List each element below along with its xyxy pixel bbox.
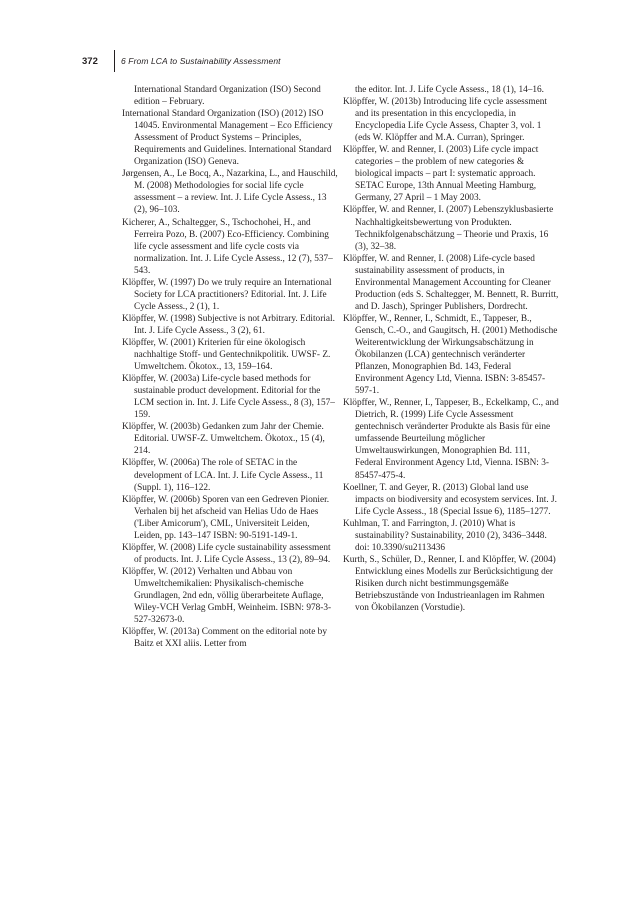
- reference-entry: Klöpffer, W. and Renner, I. (2008) Life-cycle based sustainability assessment of products, in Environmental Management Accounting for Cleaner Production (eds S. Schaltegger, M. Bennett, R. Burritt, and D. Jasch), Springer Publishers, Dordrecht.: [343, 253, 559, 312]
- reference-entry: Kuhlman, T. and Farrington, J. (2010) What is sustainability? Sustainability, 2010 (2), 3436–3448. doi: 10.3390/su2113436: [343, 518, 547, 553]
- reference-entry: Klöpffer, W. (1997) Do we truly require an International Society for LCA practitioners? Editorial. Int. J. Life Cycle Assess., 2 (1), 1.: [122, 277, 332, 312]
- reference-entry: International Standard Organization (ISO) (2012) ISO 14045. Environmental Management – Eco Efficiency Assessment of Product Systems – Principles, Requirements and Guidelines. International Standard Organization (ISO) Geneva.: [122, 109, 333, 168]
- reference-entry: Koellner, T. and Geyer, R. (2013) Global land use impacts on biodiversity and ecosystem services. Int. J. Life Cycle Assess., 18 (Special Issue 6), 1185–1277.: [343, 482, 557, 517]
- reference-entry: Klöpffer, W., Renner, I., Schmidt, E., Tappeser, B., Gensch, C.-O., and Gaugitsch, H. (2001) Methodische Weiterentwicklung der Wirkungsabschätzung in Ökobilanzen (LCA) gentechnisch veränderter Pflanzen, Monographien Bd. 143, Federal Environment Agency Ltd, Vienna. ISBN: 3-85457-597-1.: [343, 313, 558, 397]
- header-divider: [114, 50, 115, 72]
- reference-entry: Klöpffer, W. (2003b) Gedanken zum Jahr der Chemie. Editorial. UWSF-Z. Umweltchem. Ökotox., 15 (4), 214.: [122, 422, 325, 457]
- running-title: 6 From LCA to Sustainability Assessment: [121, 56, 281, 66]
- reference-entry: Klöpffer, W. and Renner, I. (2003) Life cycle impact categories – the problem of new categories & biological impacts – part I: systematic approach. SETAC Europe, 13th Annual Meeting Hamburg, Germany, 27 April – 1 May 2003.: [343, 145, 539, 204]
- right-column: [343, 84, 559, 614]
- reference-entry: Klöpffer, W., Renner, I., Tappeser, B., Eckelkamp, C., and Dietrich, R. (1999) Life Cycle Assessment gentechnisch veränderter Produkte als Basis für eine umfassende Beurteilung möglicher Umweltauswirkungen, Monographien Bd. 111, Federal Environment Agency Ltd, Vienna. ISBN: 3-85457-475-4.: [343, 398, 559, 481]
- reference-entry: Klöpffer, W. (2006b) Sporen van een Gedreven Pionier. Verhalen bij het afscheid van Helias Udo de Haes ('Liber Amicorum'), CML, Universiteit Leiden, Leiden, pp. 143–147 ISBN: 90-5191-149-1.: [122, 494, 330, 541]
- reference-entry: Klöpffer, W. and Renner, I. (2007) Lebenszyklusbasierte Nachhaltigkeitsbewertung von Produkten. Technikfolgenabschätzung – Theorie und Praxis, 16 (3), 32–38.: [343, 205, 554, 252]
- reference-entry: Klöpffer, W. (2008) Life cycle sustainability assessment of products. Int. J. Life Cycle Assess., 13 (2), 89–94.: [122, 542, 331, 565]
- reference-entry: Klöpffer, W. (2006a) The role of SETAC in the development of LCA. Int. J. Life Cycle Assess., 11 (Suppl. 1), 116–122.: [122, 458, 324, 493]
- page-header: [80, 50, 281, 72]
- reference-entry: Klöpffer, W. (2013a) Comment on the editorial note by Baitz et XXI aliis. Letter from: [122, 627, 327, 650]
- reference-entry: Jørgensen, A., Le Bocq, A., Nazarkina, L., and Hauschild, M. (2008) Methodologies for social life cycle assessment – a review. Int. J. Life Cycle Assess., 13 (2), 96–103.: [122, 169, 338, 216]
- reference-entry: Klöpffer, W. (2013b) Introducing life cycle assessment and its presentation in this encyclopedia, in Encyclopedia Life Cycle Assess, Chapter 3, vol. 1 (eds W. Klöpffer and M.A. Curran), Springer.: [343, 97, 547, 144]
- reference-entry: Klöpffer, W. (2003a) Life-cycle based methods for sustainable product development. Editorial for the LCM section in. Int. J. Life Cycle Assess., 8 (3), 157–159.: [122, 374, 335, 421]
- reference-entry: Klöpffer, W. (2012) Verhalten und Abbau von Umweltchemikalien: Physikalisch-chemische Grundlagen, 2nd edn, völlig überarbeitete Auflage, Wiley-VCH Verlag GmbH, Weinheim. ISBN: 978-3-527-32673-0.: [122, 566, 332, 626]
- reference-entry: Kurth, S., Schüler, D., Renner, I. and Klöpffer, W. (2004) Entwicklung eines Modells zur Berücksichtigung der Risiken durch nicht bestimmungsgemäße Betriebszustände von Industrieanlagen im Rahmen von Ökobilanzen (Vorstudie).: [343, 554, 556, 614]
- reference-entry: Klöpffer, W. (1998) Subjective is not Arbitrary. Editorial. Int. J. Life Cycle Assess., 3 (2), 61.: [122, 313, 335, 336]
- reference-entry-continued: the editor. Int. J. Life Cycle Assess., 18 (1), 14–16.: [355, 85, 545, 95]
- left-column: [122, 84, 338, 650]
- reference-entry-continued: International Standard Organization (ISO) Second edition – February.: [134, 85, 321, 108]
- page-number: 372: [82, 55, 98, 67]
- reference-entry: Kicherer, A., Schaltegger, S., Tschochohei, H., and Ferreira Pozo, B. (2007) Eco-Efficiency. Combining life cycle assessment and life cycle costs via normalization. Int. J. Life Cycle Assess., 12 (7), 537–543.: [122, 217, 333, 276]
- reference-entry: Klöpffer, W. (2001) Kriterien für eine ökologisch nachhaltige Stoff- und Gentechnikpolitik. UWSF- Z. Umweltchem. Ökotox., 13, 159–164.: [122, 337, 331, 373]
